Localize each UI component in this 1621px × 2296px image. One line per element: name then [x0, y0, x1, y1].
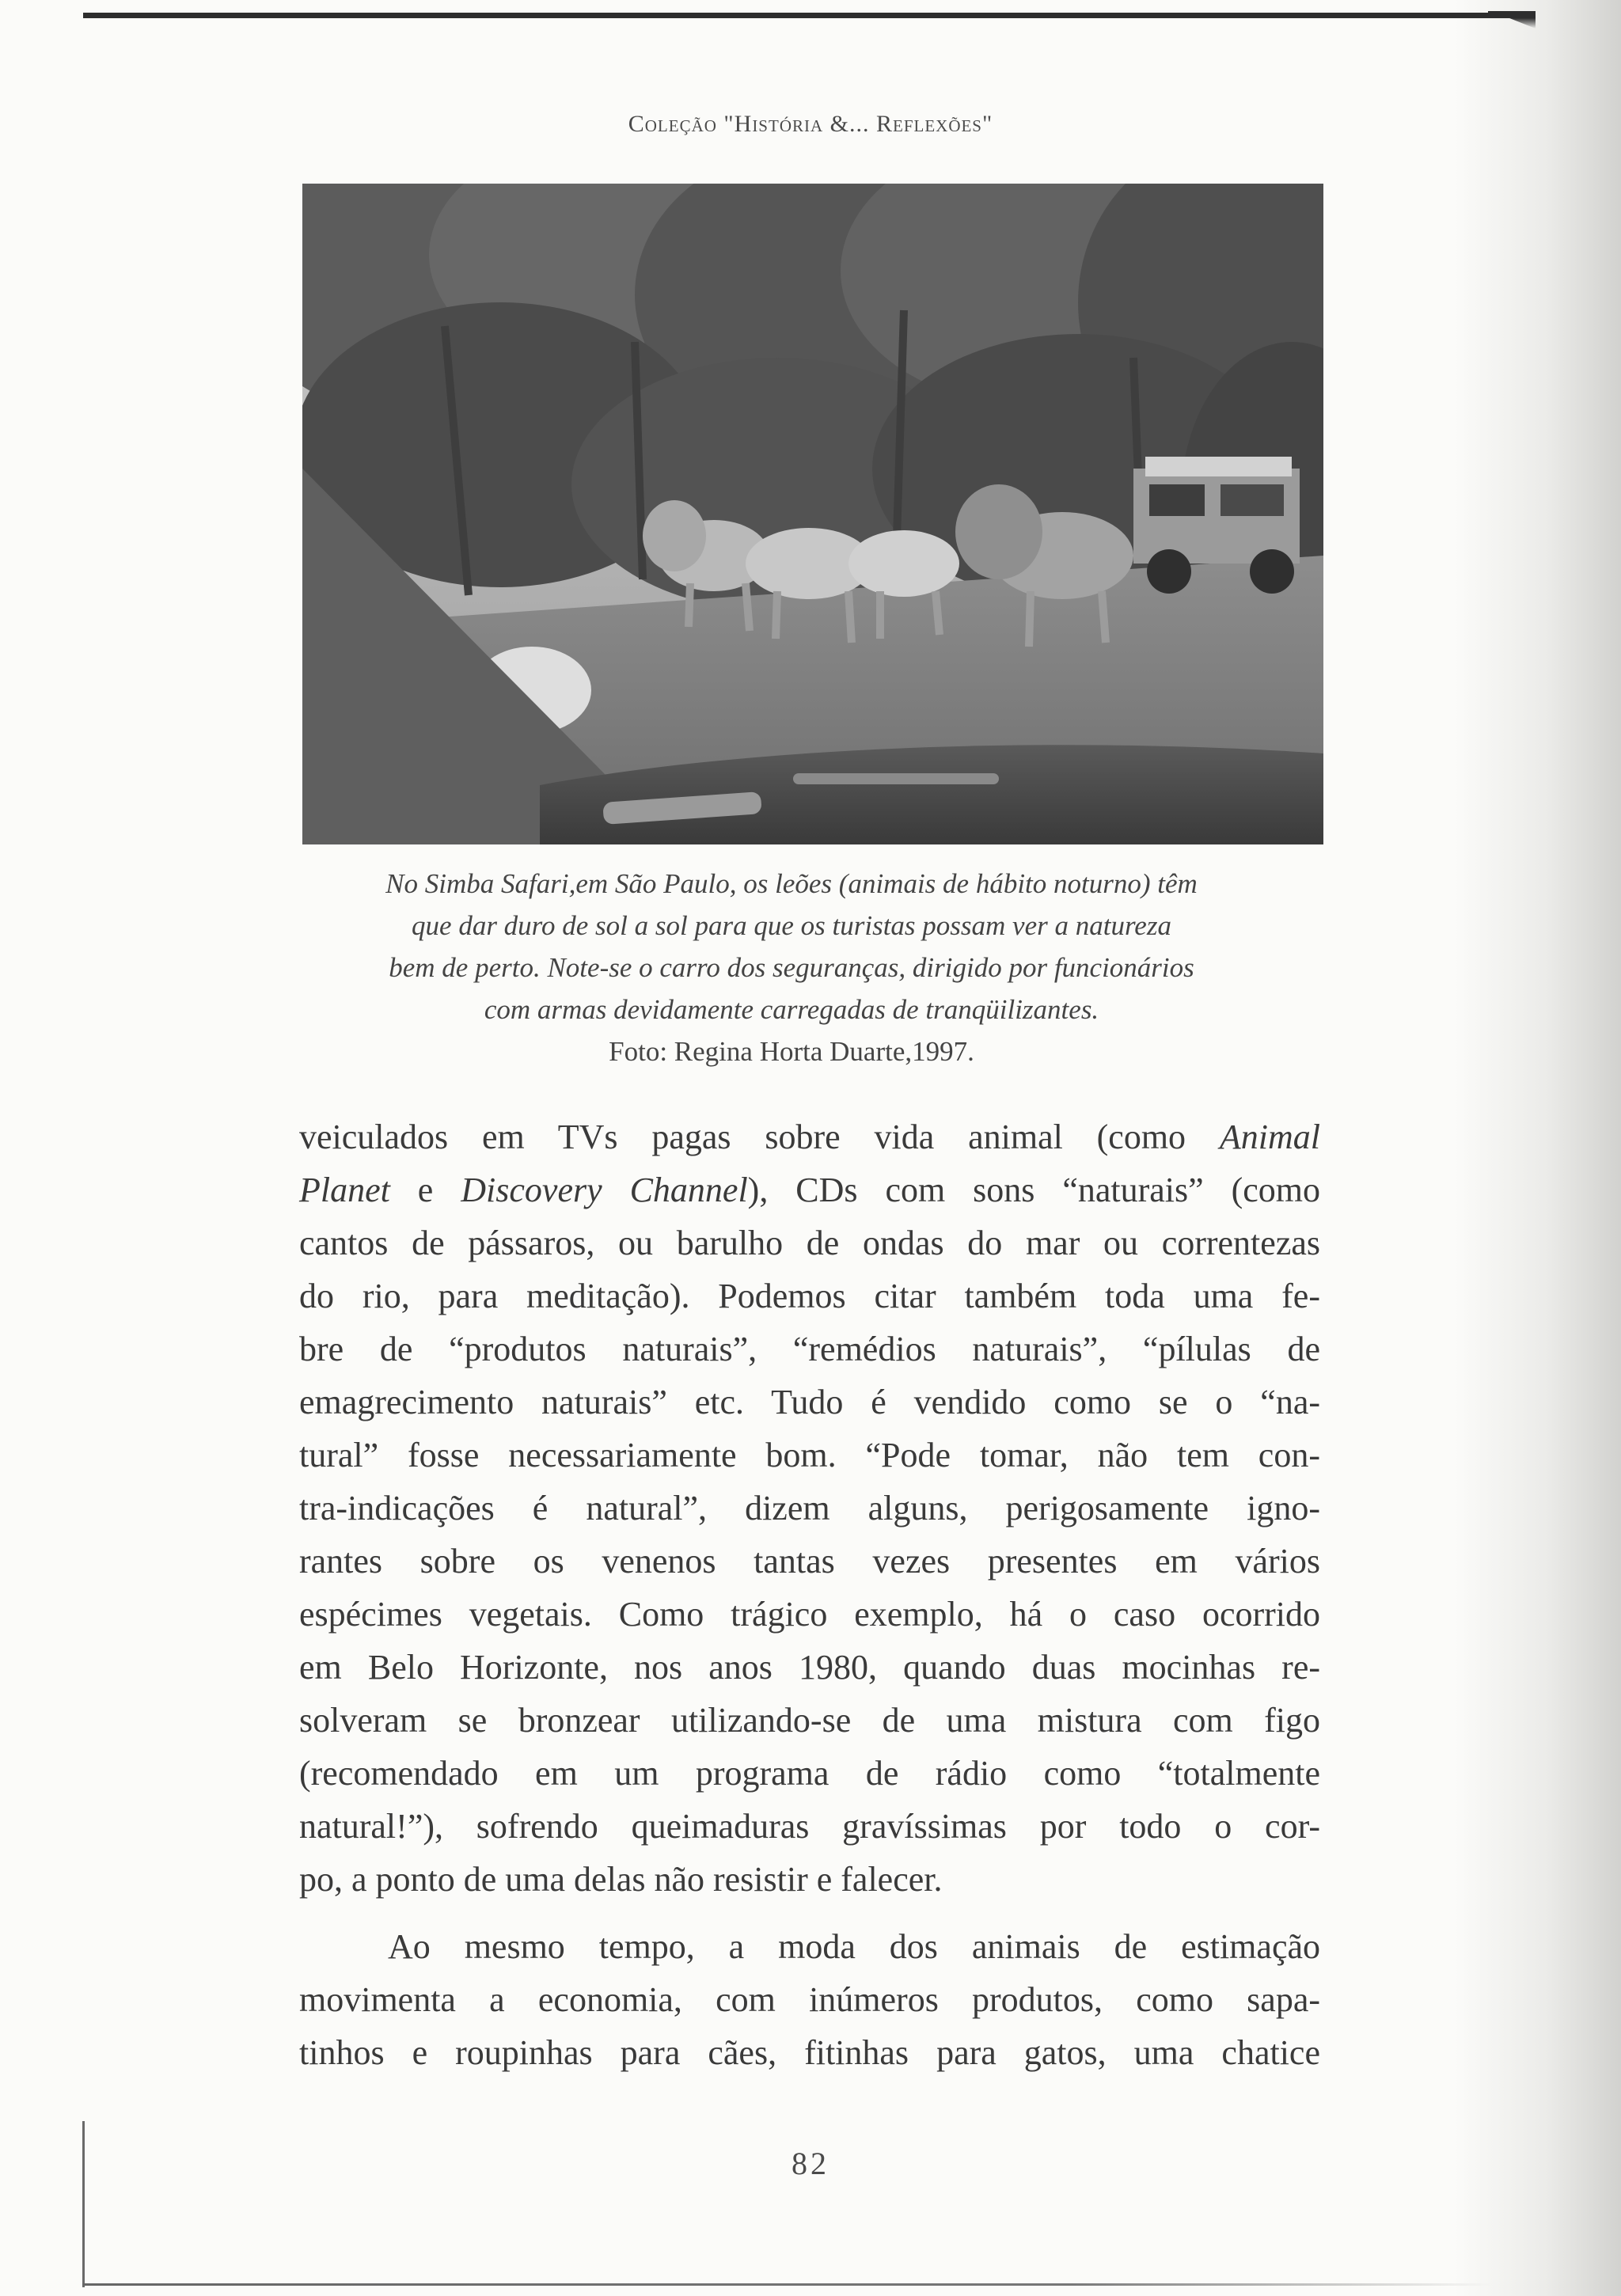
italic-title: Discovery Channel — [461, 1171, 748, 1209]
paragraph-gap — [299, 1906, 1320, 1920]
text-line: po, a ponto de uma delas não resistir e falecer. — [299, 1860, 943, 1899]
safari-photo — [302, 184, 1323, 844]
safari-photo-drawing — [302, 184, 1323, 844]
text-line: natural!”), sofrendo queimaduras gravíssimas por todo o cor- — [299, 1807, 1320, 1846]
text-line: cantos de pássaros, ou barulho de ondas do mar ou correntezas — [299, 1224, 1320, 1262]
caption-line: bem de perto. Note-se o carro dos seguranças, dirigido por funcionários — [389, 952, 1194, 983]
page-edge-shadow — [1455, 0, 1621, 2296]
text-line: rantes sobre os venenos tantas vezes presentes em vários — [299, 1542, 1320, 1581]
text-line: espécimes vegetais. Como trágico exemplo, há o caso ocorrido — [299, 1595, 1320, 1634]
text-line: Ao mesmo tempo, a moda dos animais de estimação — [388, 1927, 1320, 1966]
photo-caption — [261, 863, 1322, 1030]
top-scan-border — [83, 13, 1536, 18]
text-line: tinhos e roupinhas para cães, fitinhas para gatos, uma chatice — [299, 2033, 1320, 2072]
dashboard-trim — [793, 773, 999, 784]
text-line: veiculados em TVs pagas sobre vida animal (como Animal — [299, 1118, 1320, 1156]
text-line: (recomendado em um programa de rádio como “totalmente — [299, 1754, 1320, 1793]
bottom-scan-border — [82, 2283, 1491, 2286]
text-line: do rio, para meditação). Podemos citar também toda uma fe- — [299, 1277, 1320, 1315]
photo-credit: Foto: Regina Horta Duarte,1997. — [609, 1036, 974, 1067]
text-line: tra-indicações é natural”, dizem alguns, perigosamente igno- — [299, 1489, 1320, 1528]
text-line: solveram se bronzear utilizando-se de uma mistura com figo — [299, 1701, 1320, 1740]
text-line: em Belo Horizonte, nos anos 1980, quando duas mocinhas re- — [299, 1648, 1320, 1687]
italic-title: Planet — [299, 1171, 390, 1209]
text-line: tural” fosse necessariamente bom. “Pode tomar, não tem con- — [299, 1436, 1320, 1474]
text-line: Planet e Discovery Channel), CDs com sons “naturais” (como — [299, 1171, 1320, 1209]
page-number: 82 — [792, 2146, 829, 2181]
text-line: movimenta a economia, com inúmeros produtos, como sapa- — [299, 1980, 1320, 2019]
text-line: bre de “produtos naturais”, “remédios naturais”, “pílulas de — [299, 1330, 1320, 1368]
text-line: emagrecimento naturais” etc. Tudo é vendido como se o “na- — [299, 1383, 1320, 1421]
italic-title: Animal — [1219, 1118, 1320, 1156]
caption-line: com armas devidamente carregadas de tranqüilizantes. — [484, 994, 1099, 1025]
caption-line: No Simba Safari,em São Paulo, os leões (animais de hábito noturno) têm — [385, 868, 1198, 899]
body-text — [299, 1110, 1320, 2079]
running-head: Coleção "História &... Reflexões" — [628, 111, 993, 137]
caption-line: que dar duro de sol a sol para que os turistas possam ver a natureza — [412, 910, 1171, 941]
